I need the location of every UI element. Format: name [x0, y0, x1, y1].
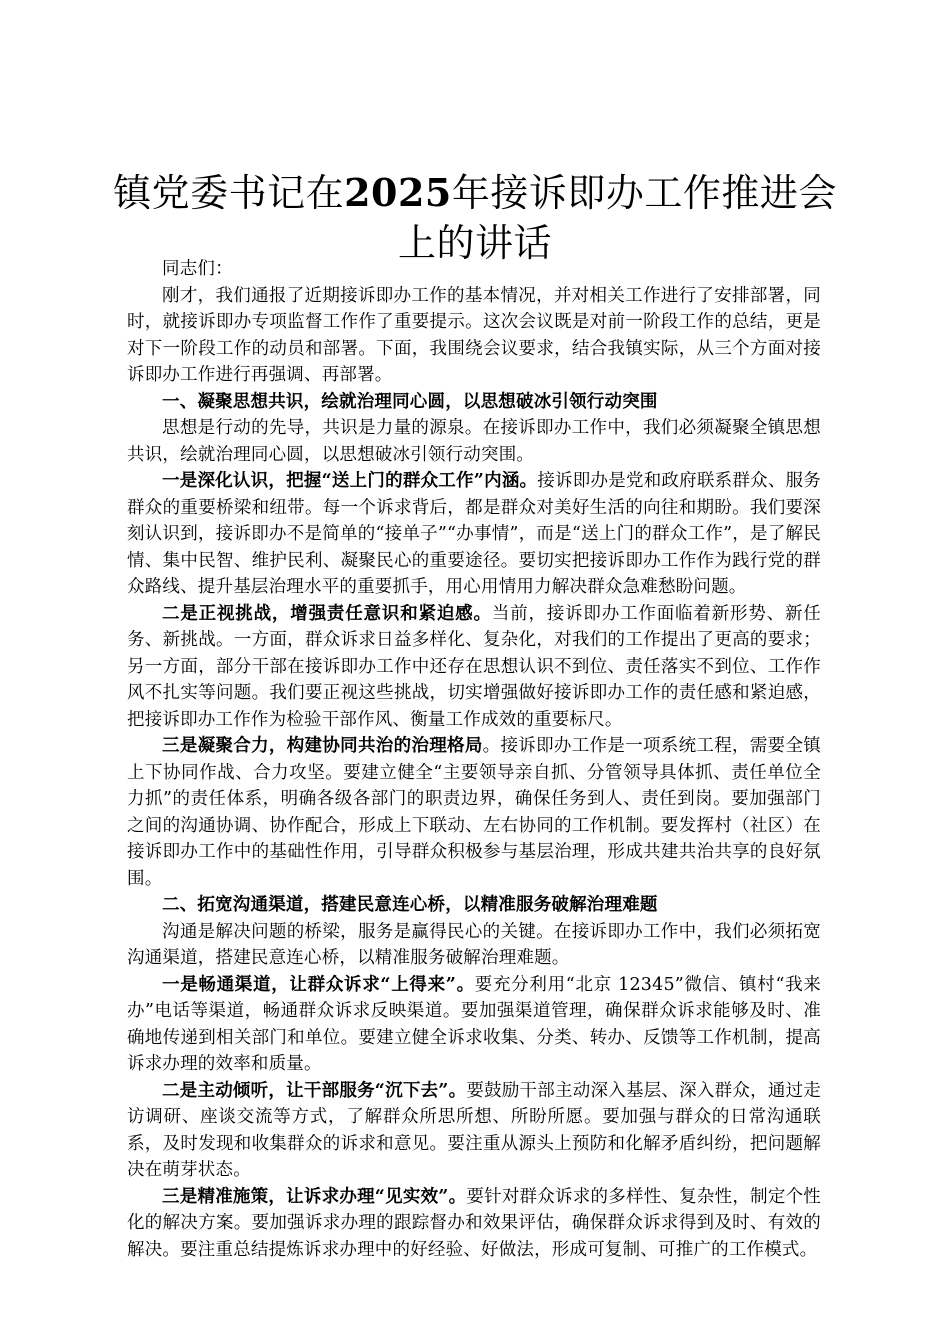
title-prefix: 镇党委书记在	[113, 171, 345, 215]
item-text: 要充分利用“北京 12345”微信、镇村“我来办”电话等渠道，畅通群众诉求反映渠道。要加强渠道管理，确保群众诉求能够及时、准确地传递到相关部门和单位。要建立健全诉求收集、分类、转办、反馈等工作机制，提高诉求办理的效率和质量。	[127, 974, 821, 1074]
title-year: 2025	[344, 170, 452, 215]
section-1-intro: 思想是行动的先导，共识是力量的源泉。在接诉即办工作中，我们必须凝聚全镇思想共识，绘就治理同心圆，以思想破冰引领行动突围。	[127, 418, 821, 465]
item-lead: 一是深化认识，把握“送上门的群众工作”内涵。	[162, 471, 538, 491]
section-2-item-2	[127, 1078, 821, 1184]
item-lead: 二是正视挑战，增强责任意识和紧迫感。	[162, 603, 492, 624]
item-text: 接诉即办是党和政府联系群众、服务群众的重要桥梁和纽带。每一个诉求背后，都是群众对美好生活的向往和期盼。我们要深刻认识到，接诉即办不是简单的“接单子”“办事情”，而是“送上门的群众工作”，是了解民情、集中民智、维护民利、凝聚民心的重要途径。要切实把接诉即办工作作为践行党的群众路线、提升基层治理水平的重要抓手，用心用情用力解决群众急难愁盼问题。	[127, 471, 822, 597]
section-1-heading: 一、凝聚思想共识，绘就治理同心圆，以思想破冰引领行动突围	[162, 391, 658, 412]
document-body	[127, 256, 821, 1263]
item-text: 。接诉即办工作是一项系统工程，需要全镇上下协同作战、合力攻坚。要建立健全“主要领导亲自抓、分管领导具体抓、责任单位全力抓”的责任体系，明确各级各部门的职责边界，确保任务到人、责任到岗。要加强部门之间的沟通协调、协作配合，形成上下联动、左右协同的工作机制。要发挥村（社区）在接诉即办工作中的基础性作用，引导群众积极参与基层治理，形成共建共治共享的良好氛围。	[127, 736, 821, 889]
section-2-item-1	[127, 972, 821, 1078]
item-text: 要针对群众诉求的多样性、复杂性，制定个性化的解决方案。要加强诉求办理的跟踪督办和效果评估，确保群众诉求得到及时、有效的解决。要注重总结提炼诉求办理中的好经验、好做法，形成可复制、可推广的工作模式。	[127, 1186, 822, 1260]
document-title	[110, 168, 840, 268]
section-2-intro: 沟通是解决问题的桥梁，服务是赢得民心的关键。在接诉即办工作中，我们必须拓宽沟通渠道，搭建民意连心桥，以精准服务破解治理难题。	[127, 921, 821, 968]
section-2-heading: 二、拓宽沟通渠道，搭建民意连心桥，以精准服务破解治理难题	[162, 895, 658, 915]
section-2-item-3	[127, 1184, 821, 1264]
item-lead: 二是主动倾听，让干部服务“沉下去”。	[162, 1080, 467, 1101]
section-1-item-1	[127, 468, 821, 601]
item-text: 当前，接诉即办工作面临着新形势、新任务、新挑战。一方面，群众诉求日益多样化、复杂化，对我们的工作提出了更高的要求；另一方面，部分干部在接诉即办工作中还存在思想认识不到位、责任落实不到位、工作作风不扎实等问题。我们要正视这些挑战，切实增强做好接诉即办工作的责任感和紧迫感，把接诉即办工作作为检验干部作风、衡量工作成效的重要标尺。	[127, 603, 821, 730]
item-lead: 三是精准施策，让诉求办理“见实效”。	[162, 1186, 467, 1207]
title-suffix: 年接诉即办工作推进会上的讲话	[397, 171, 837, 265]
item-lead: 一是畅通渠道，让群众诉求“上得来”。	[162, 974, 475, 995]
salutation: 同志们：	[162, 259, 233, 279]
item-lead: 三是凝聚合力，构建协同共治的治理格局	[162, 736, 483, 756]
section-1-item-2	[127, 601, 821, 734]
item-text: 要鼓励干部主动深入基层、深入群众，通过走访调研、座谈交流等方式，了解群众所思所想、所盼所愿。要加强与群众的日常沟通联系，及时发现和收集群众的诉求和意见。要注重从源头上预防和化解矛盾纠纷，把问题解决在萌芽状态。	[127, 1080, 822, 1180]
intro-paragraph: 刚才，我们通报了近期接诉即办工作的基本情况，并对相关工作进行了安排部署，同时，就接诉即办专项监督工作作了重要提示。这次会议既是对前一阶段工作的总结，更是对下一阶段工作的动员和部署。下面，我围绕会议要求，结合我镇实际，从三个方面对接诉即办工作进行再强调、再部署。	[127, 285, 821, 385]
section-1-item-3	[127, 733, 821, 892]
